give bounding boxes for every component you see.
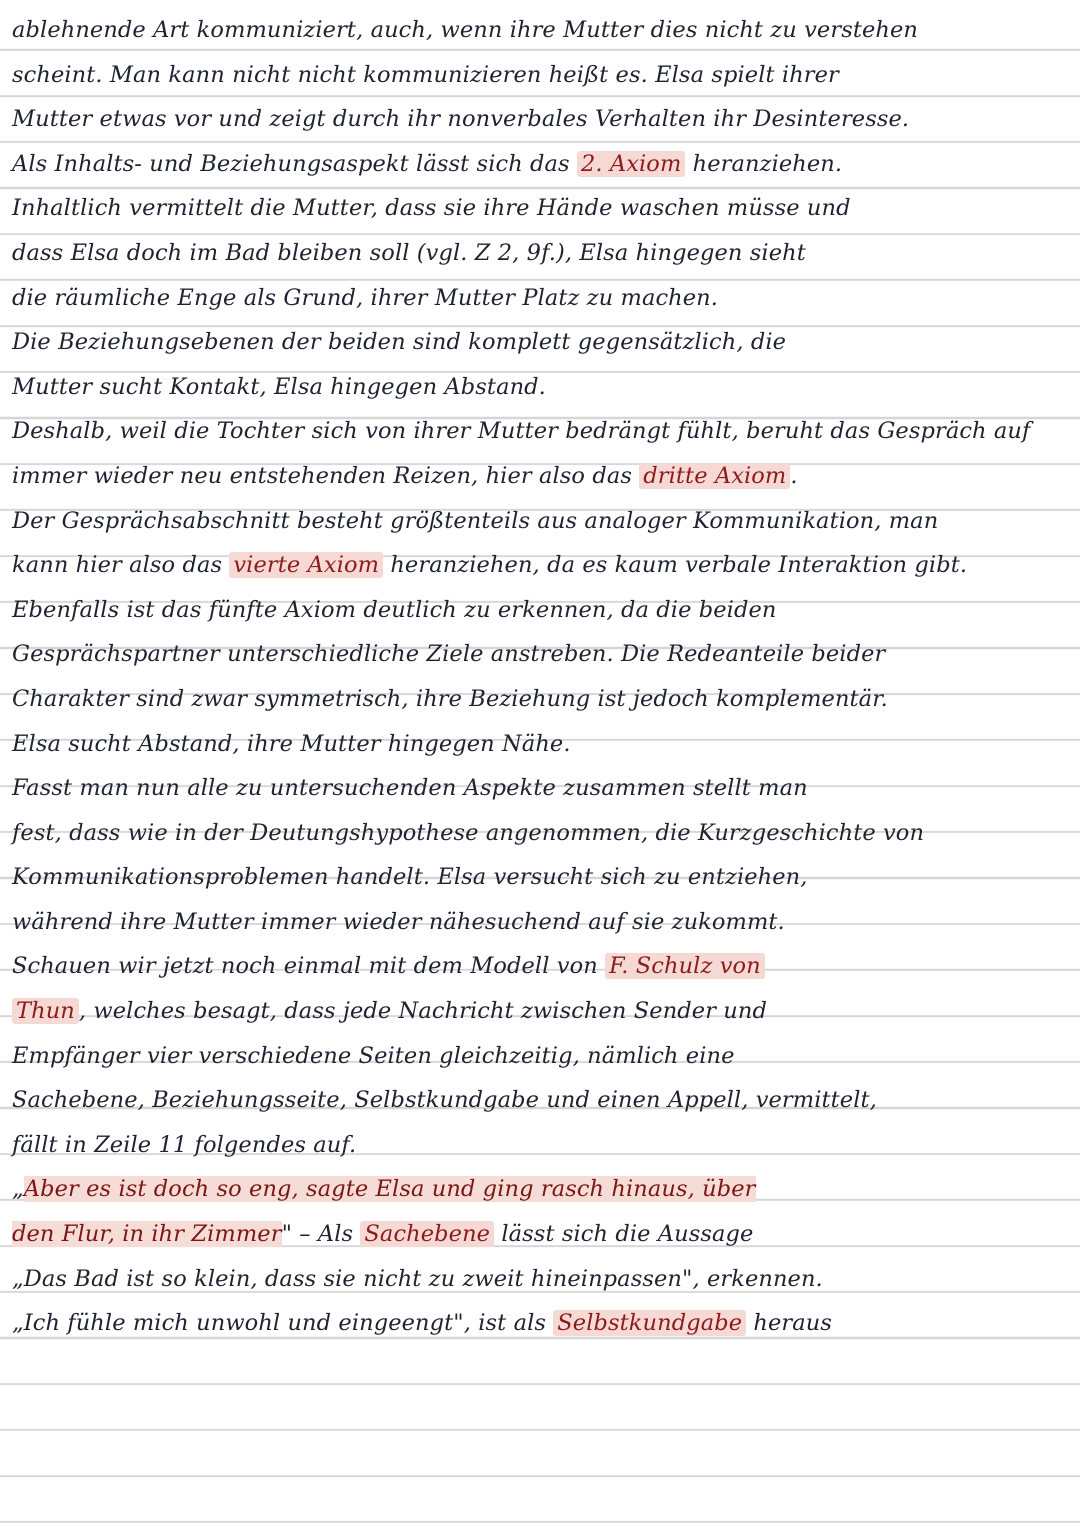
- text-line: [12, 588, 1068, 633]
- text-line: [12, 989, 1068, 1034]
- text-segment: Sachebene, Beziehungsseite, Selbstkundgabe und einen Appell, vermittelt,: [12, 1087, 877, 1114]
- highlighted-text: vierte Axiom: [229, 552, 383, 578]
- text-line: [12, 499, 1068, 544]
- highlighted-text: 2. Axiom: [577, 151, 685, 177]
- text-line: [12, 1034, 1068, 1079]
- text-segment: lässt sich die Aussage: [494, 1221, 754, 1248]
- text-segment: Kommunikationsproblemen handelt. Elsa versucht sich zu entziehen,: [12, 864, 808, 891]
- highlighted-text: den Flur, in ihr Zimmer: [12, 1221, 282, 1248]
- text-segment: Mutter etwas vor und zeigt durch ihr nonverbales Verhalten ihr Desinteresse.: [12, 106, 910, 133]
- highlighted-text: F. Schulz von: [605, 953, 765, 979]
- text-line: [12, 1257, 1068, 1302]
- text-segment: dass Elsa doch im Bad bleiben soll (vgl. Z 2, 9f.), Elsa hingegen sieht: [12, 239, 806, 266]
- text-segment: heranziehen.: [685, 150, 843, 177]
- text-line: [12, 365, 1068, 410]
- text-line: [12, 543, 1068, 588]
- text-line: [12, 1301, 1068, 1346]
- text-segment: , welches besagt, dass jede Nachricht zwischen Sender und: [78, 998, 767, 1025]
- text-segment: Als Inhalts- und Beziehungsaspekt lässt sich das: [12, 150, 577, 177]
- text-segment: Die Beziehungsebenen der beiden sind komplett gegensätzlich, die: [12, 329, 787, 356]
- text-line: [12, 1123, 1068, 1168]
- text-segment: Charakter sind zwar symmetrisch, ihre Beziehung ist jedoch komplementär.: [12, 685, 888, 712]
- text-line: [12, 1078, 1068, 1123]
- text-line: [12, 97, 1068, 142]
- text-line: [12, 8, 1068, 53]
- text-line: [12, 855, 1068, 900]
- text-segment: die räumliche Enge als Grund, ihrer Mutter Platz zu machen.: [12, 284, 719, 311]
- text-line: [12, 320, 1068, 365]
- text-segment: Deshalb, weil die Tochter sich von ihrer Mutter bedrängt fühlt, beruht das Gespräch auf: [12, 418, 1031, 445]
- text-segment: Inhaltlich vermittelt die Mutter, dass sie ihre Hände waschen müsse und: [12, 195, 851, 222]
- text-line: [12, 722, 1068, 767]
- text-segment: heraus: [746, 1310, 833, 1337]
- text-segment: immer wieder neu entstehenden Reizen, hier also das: [12, 462, 640, 489]
- text-segment: heranziehen, da es kaum verbale Interaktion gibt.: [383, 552, 968, 579]
- text-line: [12, 53, 1068, 98]
- text-segment: Elsa sucht Abstand, ihre Mutter hingegen Nähe.: [12, 730, 571, 757]
- text-line: [12, 944, 1068, 989]
- text-line: [12, 186, 1068, 231]
- text-segment: .: [790, 462, 798, 489]
- handwritten-text-block: [12, 8, 1068, 1518]
- highlighted-text: Aber es ist doch so eng, sagte Elsa und ging rasch hinaus, über: [23, 1176, 756, 1203]
- text-segment: scheint. Man kann nicht nicht kommunizieren heißt es. Elsa spielt ihrer: [12, 61, 839, 88]
- highlighted-text: Thun: [12, 998, 79, 1024]
- text-line: [12, 231, 1068, 276]
- text-segment: Ebenfalls ist das fünfte Axiom deutlich zu erkennen, da die beiden: [12, 596, 777, 623]
- text-line: [12, 454, 1068, 499]
- text-segment: fest, dass wie in der Deutungshypothese angenommen, die Kurzgeschichte von: [12, 819, 925, 846]
- text-segment: " – Als: [281, 1221, 361, 1248]
- text-segment: Schauen wir jetzt noch einmal mit dem Modell von: [12, 953, 606, 980]
- highlighted-text: dritte Axiom: [639, 463, 790, 489]
- text-segment: Fasst man nun alle zu untersuchenden Aspekte zusammen stellt man: [12, 775, 808, 802]
- text-segment: fällt in Zeile 11 folgendes auf.: [12, 1131, 357, 1158]
- text-line: [12, 1167, 1068, 1212]
- text-segment: „: [12, 1176, 24, 1203]
- text-segment: ablehnende Art kommuniziert, auch, wenn ihre Mutter dies nicht zu verstehen: [12, 17, 919, 43]
- text-segment: kann hier also das: [12, 552, 230, 579]
- text-line: [12, 766, 1068, 811]
- text-segment: während ihre Mutter immer wieder nähesuchend auf sie zukommt.: [12, 908, 785, 935]
- text-line: [12, 276, 1068, 321]
- text-line: [12, 142, 1068, 187]
- text-line: [12, 632, 1068, 677]
- text-segment: Empfänger vier verschiedene Seiten gleichzeitig, nämlich eine: [12, 1042, 735, 1069]
- text-segment: Gesprächspartner unterschiedliche Ziele anstreben. Die Redeanteile beider: [12, 641, 886, 668]
- highlighted-text: Selbstkundgabe: [553, 1310, 746, 1336]
- text-segment: „Das Bad ist so klein, dass sie nicht zu zweit hineinpassen", erkennen.: [12, 1265, 823, 1292]
- text-segment: Der Gesprächsabschnitt besteht größtenteils aus analoger Kommunikation, man: [12, 507, 939, 534]
- text-line: [12, 677, 1068, 722]
- text-segment: Mutter sucht Kontakt, Elsa hingegen Abstand.: [12, 373, 546, 400]
- text-line: [12, 409, 1068, 454]
- text-line: [12, 900, 1068, 945]
- text-segment: „Ich fühle mich unwohl und eingeengt", ist als: [12, 1310, 554, 1337]
- text-line: [12, 811, 1068, 856]
- highlighted-text: Sachebene: [360, 1221, 494, 1247]
- text-line: [12, 1212, 1068, 1257]
